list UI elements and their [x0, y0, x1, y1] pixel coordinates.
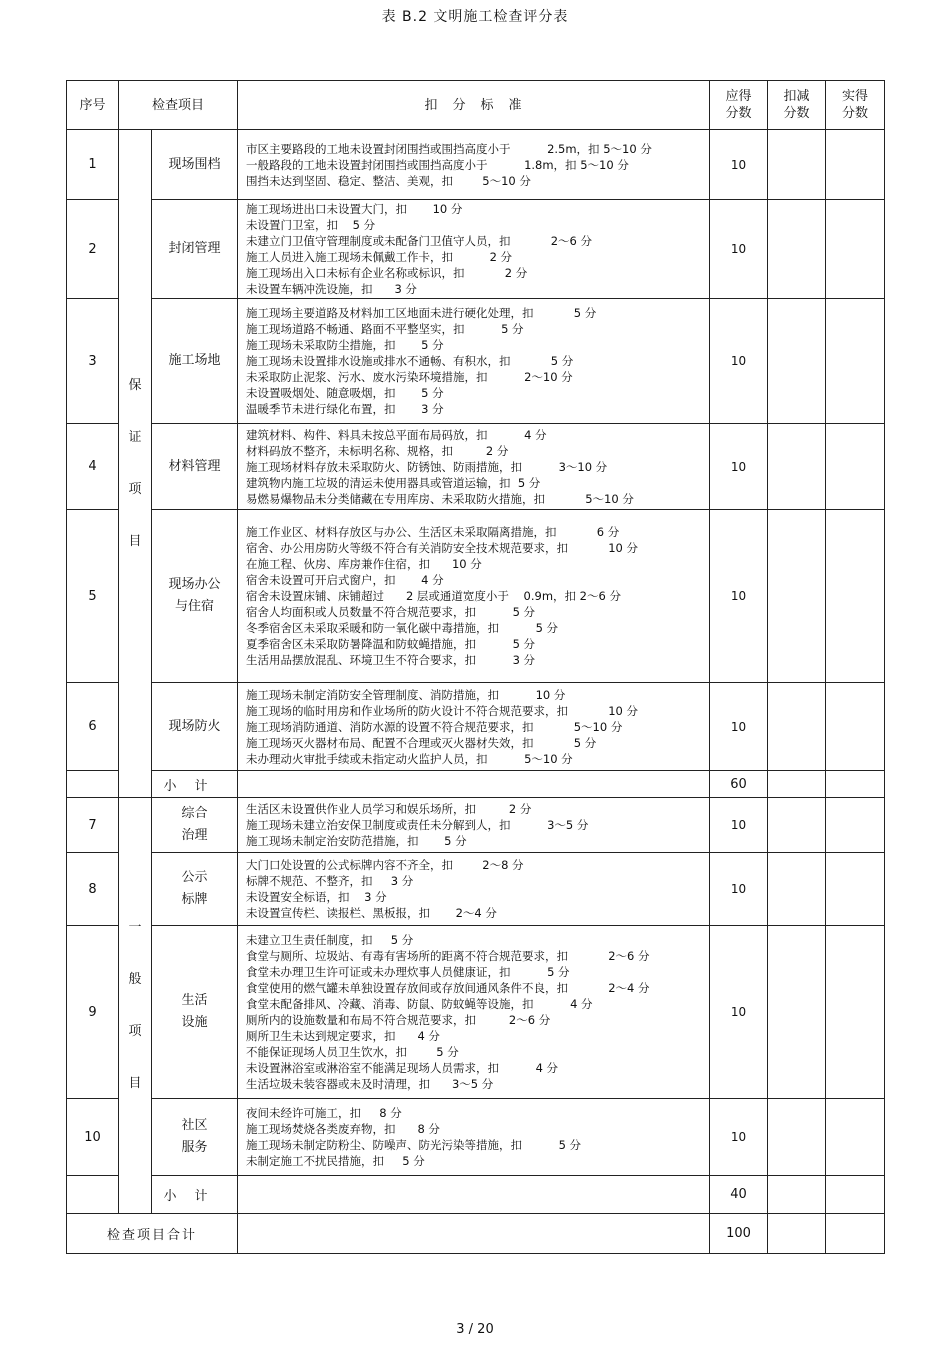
criteria-line: 在施工程、伙房、库房兼作住宿，扣 10 分: [246, 557, 482, 571]
due-score: 10: [710, 424, 768, 510]
criteria-line: 施工现场消防通道、消防水源的设置不符合规范要求，扣 5～10 分: [246, 719, 623, 734]
criteria-line: 未设置淋浴室或淋浴室不能满足现场人员需求，扣 4 分: [246, 1061, 559, 1075]
group-label-char: 证: [128, 429, 142, 445]
criteria-line: 施工现场未制定防粉尘、防噪声、防光污染等措施，扣 5 分: [246, 1138, 582, 1152]
criteria-line: 宿舍未设置床铺、床铺超过 2 层或通道宽度小于 0.9m，扣 2～6 分: [246, 589, 621, 603]
check-item-line: 施工场地: [168, 353, 221, 368]
criteria-line: 食堂与厕所、垃圾站、有毒有害场所的距离不符合规范要求，扣 2～6 分: [246, 949, 650, 963]
criteria-line: 食堂未办理卫生许可证或未办理炊事人员健康证，扣 5 分: [246, 965, 570, 979]
actual-score-cell[interactable]: [826, 200, 885, 299]
total-deduct-cell[interactable]: [768, 1214, 826, 1254]
criteria-line: 标牌不规范、不整齐，扣 3 分: [246, 874, 414, 888]
check-item-line: 封闭管理: [168, 241, 221, 256]
subtotal-actual-cell[interactable]: [826, 771, 885, 798]
due-score: 10: [710, 683, 768, 771]
due-score: 10: [710, 798, 768, 853]
row-number: 3: [67, 299, 119, 424]
row-number: 7: [67, 798, 119, 853]
criteria-line: 宿舍人均面积或人员数量不符合规范要求，扣 5 分: [246, 605, 536, 619]
actual-score-cell[interactable]: [826, 424, 885, 510]
header-deduct-score: [768, 81, 826, 130]
table-row: [67, 926, 885, 1099]
row-number: 10: [67, 1099, 119, 1176]
total-actual-cell[interactable]: [826, 1214, 885, 1254]
check-item-line: 材料管理: [168, 458, 221, 474]
criteria-line: 一般路段的工地未设置封闭围挡或围挡高度小于 1.8m，扣 5～10 分: [246, 157, 629, 172]
table-row: [67, 510, 885, 683]
criteria-line: 未采取防止泥浆、污水、废水污染环境措施，扣 2～10 分: [246, 370, 573, 384]
header-actual-score: [826, 81, 885, 130]
criteria-line: 施工现场未制定治安防范措施，扣 5 分: [246, 834, 467, 848]
criteria-line: 未建立门卫值守管理制度或未配备门卫值守人员，扣 2～6 分: [246, 234, 593, 248]
deduct-score-cell[interactable]: [768, 510, 826, 683]
table-row: [67, 200, 885, 299]
subtotal-empty-no: [67, 771, 119, 798]
total-row: [67, 1214, 885, 1254]
group-label-char: 般: [128, 971, 142, 987]
check-item-line: 现场办公: [168, 577, 221, 592]
check-item-line: 现场围档: [168, 156, 221, 172]
criteria-line: 生活垃圾未装容器或未及时清理，扣 3～5 分: [246, 1077, 494, 1091]
criteria-line: 施工现场焚烧各类废弃物，扣 8 分: [246, 1122, 440, 1136]
total-value: 100: [710, 1214, 768, 1254]
actual-score-cell[interactable]: [826, 853, 885, 926]
check-item: [152, 510, 238, 683]
due-score: 10: [710, 299, 768, 424]
row-number: 1: [67, 130, 119, 200]
subtotal-value: 40: [710, 1176, 768, 1214]
criteria-line: 建筑物内施工垃圾的清运未使用器具或管道运输，扣 5 分: [246, 475, 541, 490]
check-item: [152, 926, 238, 1099]
criteria-line: 生活区未设置供作业人员学习和娱乐场所，扣 2 分: [246, 802, 532, 816]
check-item: [152, 1099, 238, 1176]
header-due-score: [710, 81, 768, 130]
header-due-line2: 分数: [725, 106, 752, 121]
check-item-line: 设施: [181, 1015, 208, 1030]
criteria-line: 未制定施工不扰民措施，扣 5 分: [246, 1154, 425, 1168]
check-item: [152, 130, 238, 200]
score-table: [66, 80, 885, 1254]
criteria-line: 食堂使用的燃气罐未单独设置存放间或存放间通风条件不良，扣 2～4 分: [246, 981, 650, 995]
criteria-line: 施工现场未采取防尘措施，扣 5 分: [246, 338, 444, 352]
due-score: 10: [710, 926, 768, 1099]
criteria-line: 围挡未达到坚固、稳定、整洁、美观，扣 5～10 分: [246, 173, 531, 188]
criteria-line: 未建立卫生责任制度，扣 5 分: [246, 933, 414, 947]
due-score: 10: [710, 1099, 768, 1176]
deduction-criteria: [238, 510, 710, 683]
table-row: [67, 683, 885, 771]
check-item-line: 标牌: [181, 892, 208, 907]
criteria-line: 施工现场出入口未标有企业名称或标识，扣 2 分: [246, 266, 528, 280]
criteria-line: 宿舍、办公用房防火等级不符合有关消防安全技术规范要求，扣 10 分: [246, 541, 639, 555]
table-row: [67, 299, 885, 424]
check-item: [152, 200, 238, 299]
subtotal-label: 小计: [152, 1176, 238, 1214]
criteria-line: 施工现场进出口未设置大门，扣 10 分: [246, 202, 463, 216]
group-label-char: 保: [128, 377, 142, 393]
subtotal-label: 小计: [152, 771, 238, 798]
criteria-line: 厕所内的设施数量和布局不符合规范要求，扣 2～6 分: [246, 1013, 551, 1027]
criteria-line: 施工作业区、材料存放区与办公、生活区未采取隔离措施，扣 6 分: [246, 525, 620, 539]
total-label: 检查项目合计: [67, 1214, 238, 1254]
criteria-line: 施工现场主要道路及材料加工区地面未进行硬化处理，扣 5 分: [246, 306, 597, 320]
group-label-char: 项: [128, 481, 142, 497]
header-criteria: 扣 分 标 准: [238, 81, 710, 130]
table-row: [67, 853, 885, 926]
table-row: [67, 1099, 885, 1176]
deduction-criteria: [238, 130, 710, 200]
deduct-score-cell[interactable]: [768, 853, 826, 926]
criteria-line: 未设置吸烟处、随意吸烟，扣 5 分: [246, 386, 444, 400]
criteria-line: 不能保证现场人员卫生饮水，扣 5 分: [246, 1045, 459, 1059]
deduct-score-cell[interactable]: [768, 1099, 826, 1176]
deduction-criteria: [238, 926, 710, 1099]
criteria-line: 施工现场未设置排水设施或排水不通畅、有积水，扣 5 分: [246, 354, 574, 368]
row-number: 4: [67, 424, 119, 510]
due-score: 10: [710, 853, 768, 926]
check-item-line: 治理: [181, 828, 208, 843]
check-item: [152, 683, 238, 771]
criteria-line: 未设置门卫室，扣 5 分: [246, 218, 376, 232]
criteria-line: 施工现场灭火器材布局、配置不合理或灭火器材失效，扣 5 分: [246, 735, 597, 750]
deduction-criteria: [238, 853, 710, 926]
criteria-line: 温暖季节未进行绿化布置，扣 3 分: [246, 402, 444, 416]
deduction-criteria: [238, 200, 710, 299]
header-deduct-line2: 分数: [783, 106, 810, 121]
criteria-line: 施工现场的临时用房和作业场所的防火设计不符合规范要求，扣 10 分: [246, 703, 639, 718]
deduction-criteria: [238, 299, 710, 424]
subtotal-row: [67, 1176, 885, 1214]
row-number: 9: [67, 926, 119, 1099]
criteria-line: 施工人员进入施工现场未佩戴工作卡，扣 2 分: [246, 250, 513, 264]
criteria-line: 建筑材料、构件、料具未按总平面布局码放，扣 4 分: [246, 427, 547, 442]
deduction-criteria: [238, 1099, 710, 1176]
row-number: 5: [67, 510, 119, 683]
criteria-line: 未设置车辆冲洗设施，扣 3 分: [246, 282, 417, 296]
criteria-line: 施工现场道路不畅通、路面不平整坚实，扣 5 分: [246, 322, 524, 336]
subtotal-row: [67, 771, 885, 798]
row-number: 2: [67, 200, 119, 299]
group-label: [119, 798, 152, 1214]
check-item: [152, 853, 238, 926]
deduction-criteria: [238, 424, 710, 510]
check-item: [152, 299, 238, 424]
header-no: 序号: [67, 81, 119, 130]
subtotal-actual-cell[interactable]: [826, 1176, 885, 1214]
deduct-score-cell[interactable]: [768, 926, 826, 1099]
subtotal-criteria-empty: [238, 1176, 710, 1214]
criteria-line: 未设置宣传栏、读报栏、黑板报，扣 2～4 分: [246, 906, 497, 920]
deduct-score-cell[interactable]: [768, 130, 826, 200]
header-actual-line1: 实得: [842, 89, 869, 104]
criteria-line: 施工现场未制定消防安全管理制度、消防措施，扣 10 分: [246, 687, 566, 702]
criteria-line: 易燃易爆物品未分类储藏在专用库房、未采取防火措施，扣 5～10 分: [246, 491, 634, 506]
actual-score-cell[interactable]: [826, 1099, 885, 1176]
deduct-score-cell[interactable]: [768, 424, 826, 510]
criteria-line: 冬季宿舍区未采取采暖和防一氧化碳中毒措施，扣 5 分: [246, 621, 559, 635]
criteria-line: 未设置安全标语，扣 3 分: [246, 890, 387, 904]
actual-score-cell[interactable]: [826, 683, 885, 771]
table-row: [67, 798, 885, 853]
subtotal-criteria-empty: [238, 771, 710, 798]
header-due-line1: 应得: [725, 89, 752, 104]
row-number: 6: [67, 683, 119, 771]
due-score: 10: [710, 510, 768, 683]
criteria-line: 生活用品摆放混乱、环境卫生不符合要求，扣 3 分: [246, 653, 536, 667]
page-indicator: 3 / 20: [456, 1322, 494, 1337]
check-item-line: 社区: [181, 1118, 208, 1133]
criteria-line: 未办理动火审批手续或未指定动火监护人员，扣 5～10 分: [246, 751, 573, 766]
criteria-line: 大门口处设置的公式标牌内容不齐全，扣 2～8 分: [246, 858, 524, 872]
deduct-score-cell[interactable]: [768, 200, 826, 299]
criteria-line: 材料码放不整齐，未标明名称、规格，扣 2 分: [246, 443, 509, 458]
check-item-line: 公示: [181, 870, 208, 885]
deduct-score-cell[interactable]: [768, 683, 826, 771]
due-score: 10: [710, 130, 768, 200]
table-row: [67, 424, 885, 510]
criteria-line: 施工现场未建立治安保卫制度或责任未分解到人，扣 3～5 分: [246, 818, 589, 832]
criteria-line: 食堂未配备排风、冷藏、消毒、防鼠、防蚊蝇等设施，扣 4 分: [246, 997, 593, 1011]
check-item: [152, 798, 238, 853]
header-item: 检查项目: [119, 81, 238, 130]
deduction-criteria: [238, 798, 710, 853]
page-title: 表 B.2 文明施工检查评分表: [381, 9, 569, 25]
subtotal-value: 60: [710, 771, 768, 798]
subtotal-deduct-cell[interactable]: [768, 771, 826, 798]
subtotal-deduct-cell[interactable]: [768, 1176, 826, 1214]
check-item-line: 现场防火: [168, 718, 221, 734]
actual-score-cell[interactable]: [826, 510, 885, 683]
criteria-line: 宿舍未设置可开启式窗户，扣 4 分: [246, 573, 444, 587]
deduct-score-cell[interactable]: [768, 798, 826, 853]
group-label: [119, 130, 152, 798]
subtotal-empty-no: [67, 1176, 119, 1214]
header-row: [67, 81, 885, 130]
criteria-line: 夜间未经许可施工，扣 8 分: [246, 1106, 402, 1120]
check-item-line: 生活: [181, 993, 208, 1008]
actual-score-cell[interactable]: [826, 798, 885, 853]
criteria-line: 厕所卫生未达到规定要求，扣 4 分: [246, 1029, 440, 1043]
row-number: 8: [67, 853, 119, 926]
check-item-line: 与住宿: [175, 599, 215, 614]
header-deduct-line1: 扣减: [783, 89, 810, 104]
actual-score-cell[interactable]: [826, 299, 885, 424]
criteria-line: 夏季宿舍区未采取防暑降温和防蚊蝇措施，扣 5 分: [246, 637, 536, 651]
due-score: 10: [710, 200, 768, 299]
total-criteria-empty: [238, 1214, 710, 1254]
deduction-criteria: [238, 683, 710, 771]
header-actual-line2: 分数: [842, 106, 869, 121]
check-item-line: 综合: [181, 806, 208, 821]
group-label-char: 项: [128, 1023, 142, 1039]
table-row: [67, 130, 885, 200]
check-item-line: 服务: [181, 1140, 208, 1155]
criteria-line: 市区主要路段的工地未设置封闭围挡或围挡高度小于 2.5m，扣 5～10 分: [246, 141, 652, 156]
actual-score-cell[interactable]: [826, 926, 885, 1099]
group-label-char: 目: [128, 533, 142, 549]
group-label-char: 目: [128, 1075, 142, 1091]
deduct-score-cell[interactable]: [768, 299, 826, 424]
criteria-line: 施工现场材料存放未采取防火、防锈蚀、防雨措施，扣 3～10 分: [246, 459, 608, 474]
group-label-char: 一: [128, 919, 142, 935]
check-item: [152, 424, 238, 510]
actual-score-cell[interactable]: [826, 130, 885, 200]
